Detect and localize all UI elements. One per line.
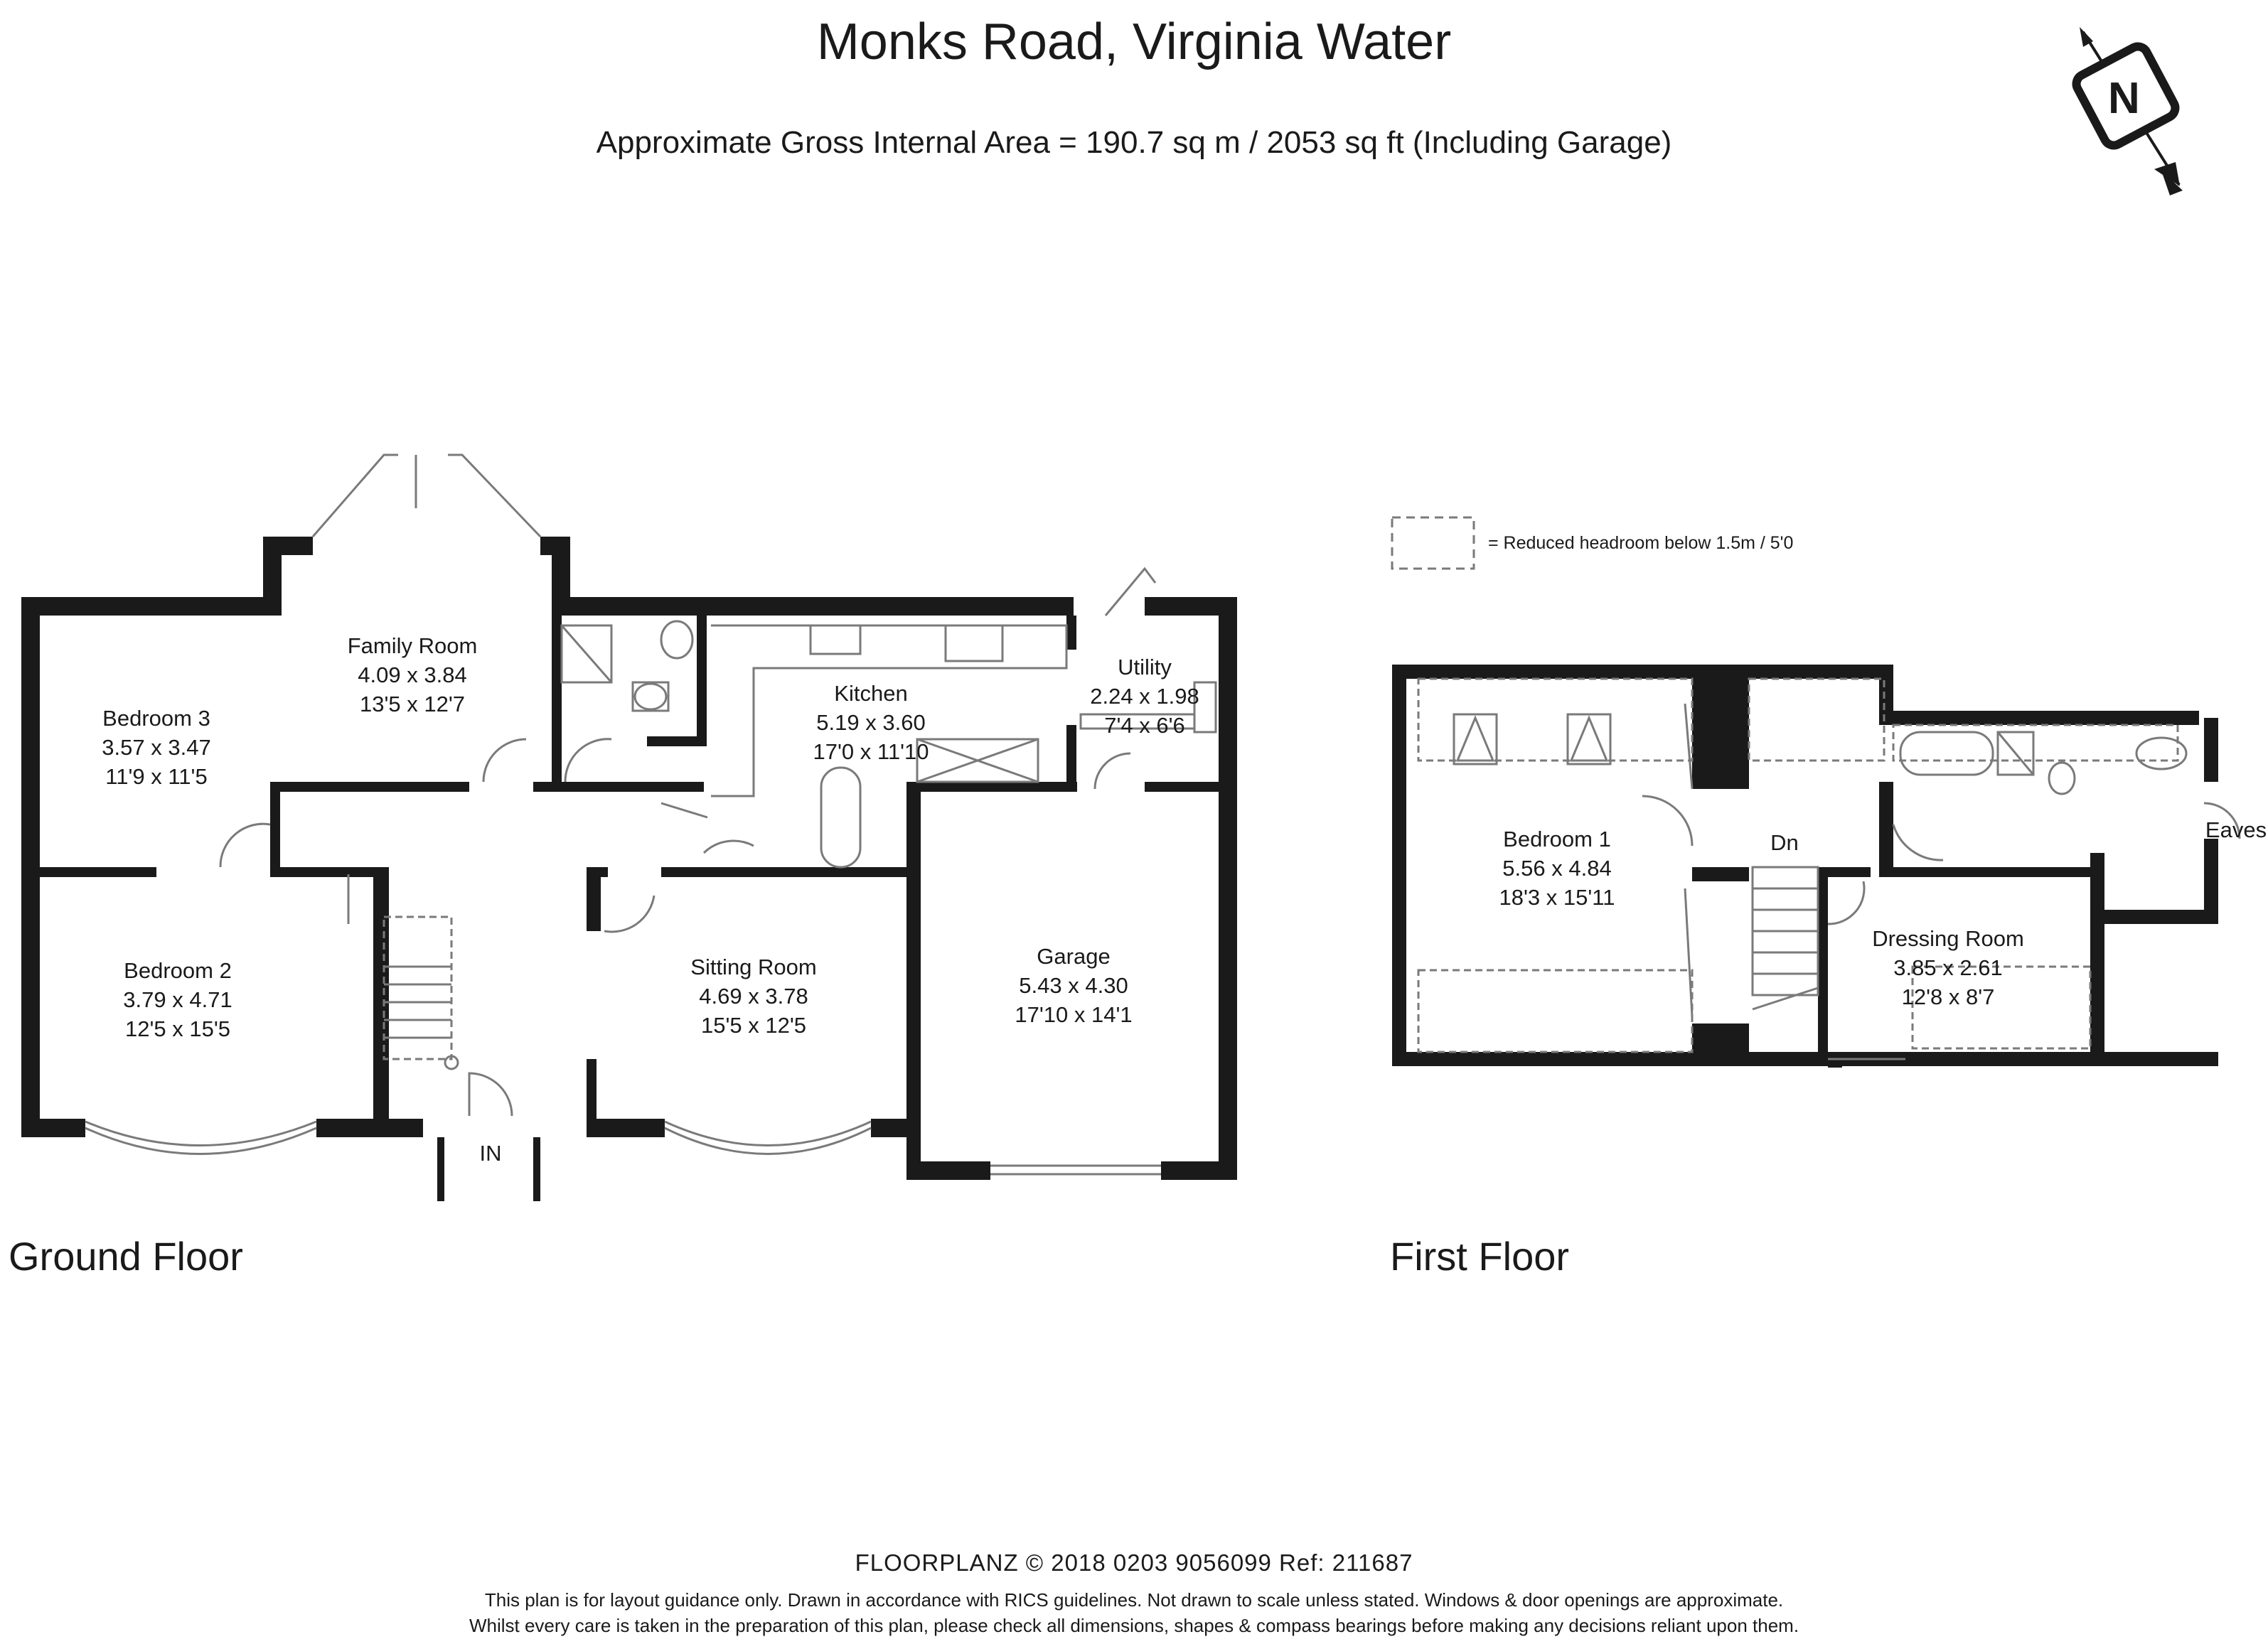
- gross-area-subtitle: Approximate Gross Internal Area = 190.7 sq m / 2053 sq ft (Including Garage): [596, 125, 1672, 160]
- room-kitchen: [796, 679, 946, 766]
- room-name: Dressing Room: [1872, 926, 2024, 951]
- room-metric: 3.79 x 4.71: [123, 987, 232, 1012]
- room-imperial: 12'5 x 15'5: [124, 1016, 230, 1041]
- room-garage: [999, 942, 1148, 1029]
- room-bedroom-3: [85, 704, 228, 791]
- room-utility: [1081, 652, 1209, 740]
- room-metric: 4.69 x 3.78: [699, 984, 808, 1009]
- room-sitting-room: [675, 952, 832, 1040]
- compass-north-label: N: [2108, 74, 2140, 123]
- room-name: Sitting Room: [690, 955, 817, 979]
- room-imperial: 17'10 x 14'1: [1015, 1002, 1133, 1027]
- footer-disclaimer-1: This plan is for layout guidance only. Drawn in accordance with RICS guidelines. Not drawn to scale unless stated. Windows & door openings are approximate.: [484, 1589, 1784, 1611]
- room-metric: 5.56 x 4.84: [1502, 856, 1612, 881]
- room-imperial: 18'3 x 15'11: [1499, 885, 1615, 910]
- room-name: Bedroom 2: [124, 958, 232, 983]
- room-imperial: 12'8 x 8'7: [1901, 984, 1995, 1009]
- room-bedroom-1: [1486, 824, 1628, 912]
- legend-text: = Reduced headroom below 1.5m / 5'0: [1488, 533, 1794, 553]
- plan-title: Monks Road, Virginia Water: [816, 14, 1452, 70]
- room-name: Garage: [1037, 944, 1111, 969]
- room-metric: 4.09 x 3.84: [358, 662, 467, 687]
- room-name: Family Room: [347, 633, 478, 658]
- room-name: Bedroom 3: [102, 706, 210, 731]
- room-imperial: 7'4 x 6'6: [1104, 713, 1185, 738]
- room-metric: 5.43 x 4.30: [1019, 973, 1128, 998]
- ground-floor-walls: [21, 537, 1237, 1180]
- room-name: Bedroom 1: [1503, 827, 1611, 851]
- room-metric: 5.19 x 3.60: [816, 710, 926, 735]
- room-metric: 3.85 x 2.61: [1893, 955, 2003, 980]
- footer-credit: FLOORPLANZ © 2018 0203 9056099 Ref: 211687: [855, 1549, 1413, 1576]
- entrance-label: IN: [479, 1141, 502, 1166]
- reduced-headroom-legend-swatch: [1392, 517, 1474, 569]
- stairs-down-label: Dn: [1770, 830, 1799, 855]
- ground-floor-label: Ground Floor: [9, 1234, 243, 1279]
- room-dressing-room: [1856, 924, 2040, 1011]
- room-family-room: [341, 631, 483, 719]
- room-metric: 3.57 x 3.47: [102, 735, 211, 760]
- room-name: Kitchen: [834, 681, 908, 706]
- room-imperial: 11'9 x 11'5: [105, 764, 208, 789]
- footer-disclaimer-2: Whilst every care is taken in the preparation of this plan, please check all dimensions, shapes & compass bearings before making any decisions reliant upon them.: [469, 1615, 1799, 1636]
- first-floor-label: First Floor: [1390, 1234, 1569, 1279]
- room-imperial: 15'5 x 12'5: [700, 1013, 806, 1038]
- room-bedroom-2: [107, 956, 249, 1043]
- ground-floor-fixtures: [85, 455, 1216, 1201]
- room-imperial: 13'5 x 12'7: [359, 692, 465, 716]
- room-metric: 2.24 x 1.98: [1090, 684, 1199, 709]
- room-imperial: 17'0 x 11'10: [813, 739, 929, 764]
- eaves-label: Eaves: [2205, 817, 2267, 842]
- room-name: Utility: [1118, 655, 1172, 679]
